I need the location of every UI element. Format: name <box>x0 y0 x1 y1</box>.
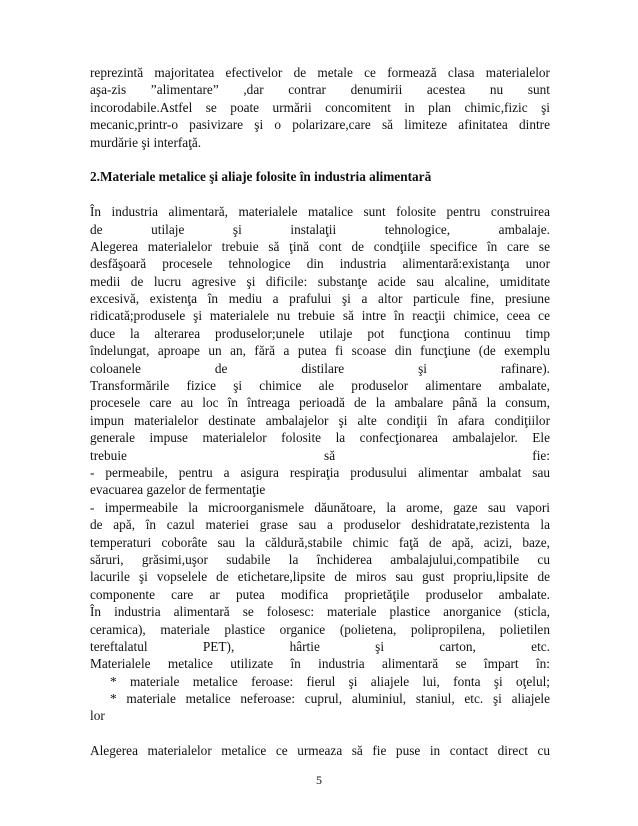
text-line: - permeabile, pentru a asigura respiraţia produsului alimentar ambalat sau <box>90 464 550 480</box>
text-line: de apă, în cazul materiei grase sau a produselor deshidratate,rezistenta la <box>90 517 550 533</box>
text-line: duce la alterarea produselor;unele utilaje pot funcţiona continuu timp <box>90 325 550 341</box>
text-line: coloanele de distilare şi rafinare). <box>90 360 550 376</box>
body-text <box>90 64 550 760</box>
text-line: În industria alimentară se folosesc: materiale plastice anorganice (sticla, <box>90 604 550 620</box>
text-line: * materiale metalice feroase: fierul şi aliajele lui, fonta şi oţelul; <box>110 673 550 689</box>
text-line: componente care ar putea modifica proprietăţile produselor ambalate. <box>90 586 550 602</box>
section-heading: 2.Materiale metalice şi aliaje folosite în industria alimentară <box>90 169 432 185</box>
text-line: aşa-zis ”alimentare” ,dar contrar denumirii acestea nu sunt <box>90 82 550 98</box>
text-line: murdărie şi interfaţă. <box>90 134 202 150</box>
text-line: Materialele metalice utilizate în industria alimentară se împart în: <box>90 656 550 672</box>
text-line: excesivă, existenţa în mediu a prafului şi a altor particule fine, presiune <box>90 291 550 307</box>
text-line: impun materialelor destinate ambalajelor şi alte condiţii în afara condiţiilor <box>90 412 550 428</box>
text-line: Alegerea materialelor metalice ce urmeaza să fie puse in contact direct cu <box>90 743 550 759</box>
text-line: * materiale metalice neferoase: cuprul, aluminiul, staniul, etc. şi aliajele <box>110 691 550 707</box>
text-line: îndelungat, aproape un an, fără a putea fi scoase din funcţiune (de exemplu <box>90 343 550 359</box>
text-line: lor <box>90 708 105 724</box>
text-line: evacuarea gazelor de fermentaţie <box>90 482 266 498</box>
text-line: Alegerea materialelor trebuie să ţină cont de condţiile specifice în care se <box>90 238 550 254</box>
blank-line <box>90 186 550 203</box>
text-line: tereftalatul PET), hârtie şi carton, etc. <box>90 638 550 654</box>
text-line: desfăşoară procesele tehnologice din industria alimentară:existanţa unor <box>90 256 550 272</box>
blank-line <box>90 151 550 168</box>
text-line: reprezintă majoritatea efectivelor de metale ce formează clasa materialelor <box>90 65 550 80</box>
text-line: - impermeabile la microorganismele dăunătoare, la arome, gaze sau vapori <box>90 499 550 515</box>
text-line: În industria alimentară, materialele matalice sunt folosite pentru construirea <box>90 204 550 220</box>
text-line: generale impuse materialelor folosite la confecţionarea ambalajelor. Ele <box>90 430 550 446</box>
text-line: săruri, grăsimi,uşor sudabile la închiderea ambalajului,compatibile cu <box>90 551 550 567</box>
text-line: medii de lucru agresive şi dificile: substanţe acide sau alcaline, umiditate <box>90 273 550 289</box>
page-number: 5 <box>316 773 322 787</box>
text-line: procesele care au loc în întreaga perioadă de la ambalare până la consum, <box>90 395 550 411</box>
text-line: mecanic,printr-o pasivizare şi o polarizare,care să limiteze afinitatea dintre <box>90 117 550 133</box>
blank-line <box>90 725 550 742</box>
text-line: ceramica), materiale plastice organice (polietena, polipropilena, polietilen <box>90 621 550 637</box>
text-line: Transformările fizice şi chimice ale produselor alimentare ambalate, <box>90 378 550 394</box>
text-line: ridicată;produsele şi materialele nu trebuie să intre în reacţii chimice, ceea ce <box>90 308 550 324</box>
text-line: incorodabile.Astfel se poate urmării concomitent in plan chimic,fizic şi <box>90 99 550 115</box>
text-line: temperaturi coborâte sau la căldură,stabile chimic faţă de apă, acizi, baze, <box>90 534 550 550</box>
text-line: de utilaje şi instalaţii tehnologice, ambalaje. <box>90 221 550 237</box>
text-line: lacurile şi vopselele de etichetare,lipsite de miros sau gust propriu,lipsite de <box>90 569 550 585</box>
text-line: trebuie să fie: <box>90 447 550 463</box>
